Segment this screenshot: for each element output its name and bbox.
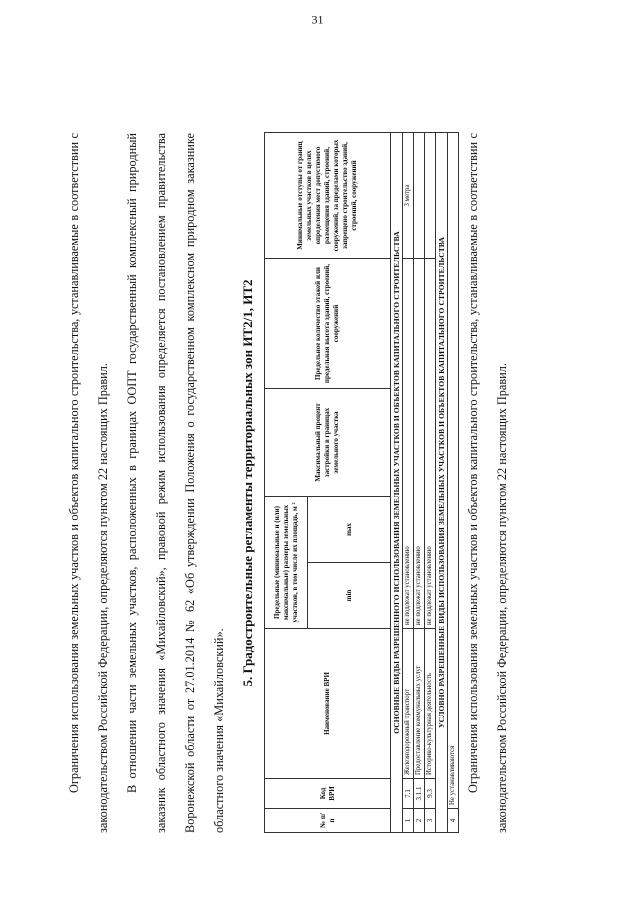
row-num: 1 [403, 809, 414, 833]
row-num: 3 [425, 809, 436, 833]
row-setback [425, 133, 436, 259]
row-code: 7.1 [403, 779, 414, 809]
row-code: 3.1.1 [414, 779, 425, 809]
header-floors: Предельное количество этажей или предельная высота зданий, строений, сооружений [265, 259, 391, 389]
table-row [414, 133, 425, 833]
header-setback: Минимальные отступы от границ земельных участков в целях определения мест допустимого размещения зданий, строений, сооружений, за пределами которых запрещено строительство зданий, строений, сооружений [265, 133, 391, 259]
table-row [425, 133, 436, 833]
row-num: 4 [448, 809, 459, 833]
row-name: Железнодорожный транспорт [403, 629, 414, 779]
row-size: не подлежат установлению [414, 259, 425, 629]
header-percent: Максимальный процент застройки в границах земельного участка [265, 389, 391, 497]
row-name: Историко-культурная деятельность [425, 629, 436, 779]
paragraph-reserve: В отношении части земельных участков, расположенных в границах ООПТ государственный комплексный природный заказник областного значения «Михайловский», правовой режим использования определяется постановлением правительства Воронежской области от 27.01.2014 № 62 «Об утверждении Положения о государственном комплексном природном заказнике областного значения «Михайловский». [125, 133, 226, 833]
row-size: не подлежат установлению [425, 259, 436, 629]
header-size: Предельные (минимальные и (или) максимальные) размеры земельных участков, в том числе их площадь, м ² [265, 497, 308, 629]
row-setback [414, 133, 425, 259]
table-row [448, 133, 459, 833]
header-name: Наименование ВРИ [265, 629, 391, 779]
row-size: не подлежат установлению [403, 259, 414, 629]
header-max: max [308, 497, 391, 563]
section-title: 5. Градостроительные регламенты территориальных зон ИТ2/1, ИТ2 [240, 279, 255, 687]
row-setback: 3 метра [403, 133, 414, 259]
paragraph-restrictions-bottom: Ограничения использования земельных участков и объектов капитального строительства, устанавливаемые в соответствии с законодательством Российской Федерации, определяются пунктом 22 настоящих Правил. [466, 133, 509, 833]
conditional-section-row: УСЛОВНО РАЗРЕШЕННЫЕ ВИДЫ ИСПОЛЬЗОВАНИЯ ЗЕМЕЛЬНЫХ УЧАСТКОВ И ОБЪЕКТОВ КАПИТАЛЬНОГО СТРОИТЕЛЬСТВА [436, 133, 448, 833]
page-content [60, 133, 517, 833]
header-num: № п/п [265, 809, 391, 833]
row-text: Не устанавливаются [448, 133, 459, 809]
header-code: Код ВРИ [265, 779, 391, 809]
page-number: 31 [311, 12, 324, 27]
row-name: Предоставление коммунальных услуг [414, 629, 425, 779]
row-code: 9.3 [425, 779, 436, 809]
row-num: 2 [414, 809, 425, 833]
table-row [403, 133, 414, 833]
regulations-table [264, 132, 459, 833]
header-min: min [308, 563, 391, 629]
paragraph-restrictions: Ограничения использования земельных участков и объектов капитального строительства, устанавливаемые в соответствии с законодательством Российской Федерации, определяются пунктом 22 настоящих Правил. [67, 133, 110, 833]
main-section-row: ОСНОВНЫЕ ВИДЫ РАЗРЕШЕННОГО ИСПОЛЬЗОВАНИЯ ЗЕМЕЛЬНЫХ УЧАСТКОВ И ОБЪЕКТОВ КАПИТАЛЬНОГО СТРОИТЕЛЬСТВА [391, 133, 403, 833]
